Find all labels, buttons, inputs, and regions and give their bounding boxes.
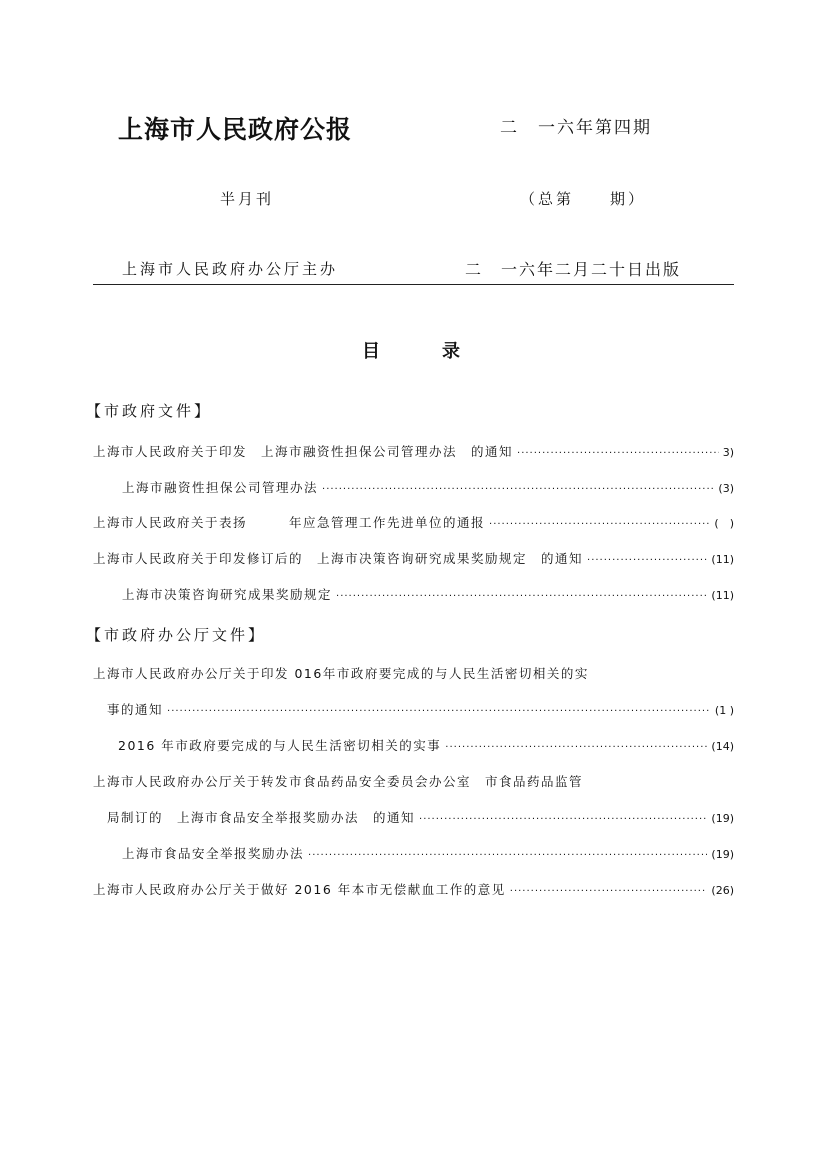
- dot-leader: [517, 448, 719, 459]
- toc-entry-title[interactable]: 上海市人民政府办公厅关于转发市食品药品安全委员会办公室 市食品药品监管: [93, 774, 584, 789]
- toc-entry-title: 上海市人民政府关于印发修订后的 上海市决策咨询研究成果奖励规定 的通知: [93, 551, 584, 566]
- toc-entry[interactable]: [107, 700, 734, 718]
- toc-entry[interactable]: [93, 549, 734, 567]
- host-organization: 上海市人民政府办公厅主办: [122, 260, 339, 278]
- publish-date: 二 一六年二月二十日出版: [465, 260, 682, 279]
- dot-leader: [308, 850, 707, 861]
- toc-entry-page: (14): [711, 740, 734, 753]
- toc-entry[interactable]: [122, 478, 734, 496]
- total-issue-number: （总第 期）: [520, 190, 647, 208]
- toc-entry[interactable]: [93, 513, 734, 531]
- dot-leader: [322, 484, 714, 495]
- toc-entry-page: (26): [711, 884, 734, 897]
- dot-leader: [445, 742, 707, 753]
- toc-heading-left: 目: [362, 341, 380, 362]
- header-divider: [93, 284, 734, 285]
- toc-entry[interactable]: [118, 736, 734, 754]
- toc-entry-title: 2016 年市政府要完成的与人民生活密切相关的实事: [118, 738, 442, 753]
- toc-entry-title-continuation: 事的通知: [107, 702, 164, 717]
- toc-entry-title: 上海市融资性担保公司管理办法: [122, 480, 319, 495]
- issue-number: 二 一六年第四期: [500, 118, 652, 138]
- dot-leader: [587, 555, 707, 566]
- toc-entry-page: (1 ): [714, 704, 734, 717]
- toc-entry-title: 上海市人民政府关于表扬 年应急管理工作先进单位的通报: [93, 515, 486, 530]
- toc-entry[interactable]: [93, 442, 734, 460]
- toc-entry-page: (3): [718, 482, 734, 495]
- toc-entry[interactable]: [122, 844, 734, 862]
- toc-entry[interactable]: [122, 585, 734, 603]
- toc-entry-title: 上海市决策咨询研究成果奖励规定: [122, 587, 333, 602]
- toc-entry-page: 3): [722, 446, 734, 459]
- toc-entry-page: (19): [711, 848, 734, 861]
- publication-frequency: 半月刊: [220, 190, 275, 208]
- dot-leader: [419, 814, 707, 825]
- toc-heading-right: 录: [442, 341, 460, 362]
- toc-entry-title[interactable]: 上海市人民政府办公厅关于印发 016年市政府要完成的与人民生活密切相关的实: [93, 666, 589, 681]
- dot-leader: [510, 886, 708, 897]
- toc-entry-title-continuation: 局制订的 上海市食品安全举报奖励办法 的通知: [107, 810, 416, 825]
- dot-leader: [167, 706, 711, 717]
- section-label-municipal-government: 【市政府文件】: [86, 402, 213, 420]
- toc-entry[interactable]: [93, 880, 734, 898]
- toc-entry-page: ( ): [714, 517, 734, 530]
- toc-entry-title: 上海市人民政府办公厅关于做好 2016 年本市无偿献血工作的意见: [93, 882, 506, 897]
- dot-leader: [336, 591, 707, 602]
- toc-entry[interactable]: [107, 808, 734, 826]
- toc-entry-title: 上海市食品安全举报奖励办法: [122, 846, 305, 861]
- toc-entry-page: (11): [711, 589, 734, 602]
- toc-entry-page: (11): [711, 553, 734, 566]
- toc-heading: [362, 337, 460, 363]
- dot-leader: [489, 519, 710, 530]
- gazette-title: 上海市人民政府公报: [118, 115, 353, 144]
- toc-entry-page: (19): [711, 812, 734, 825]
- toc-entry-title: 上海市人民政府关于印发 上海市融资性担保公司管理办法 的通知: [93, 444, 514, 459]
- section-label-general-office: 【市政府办公厅文件】: [86, 626, 267, 644]
